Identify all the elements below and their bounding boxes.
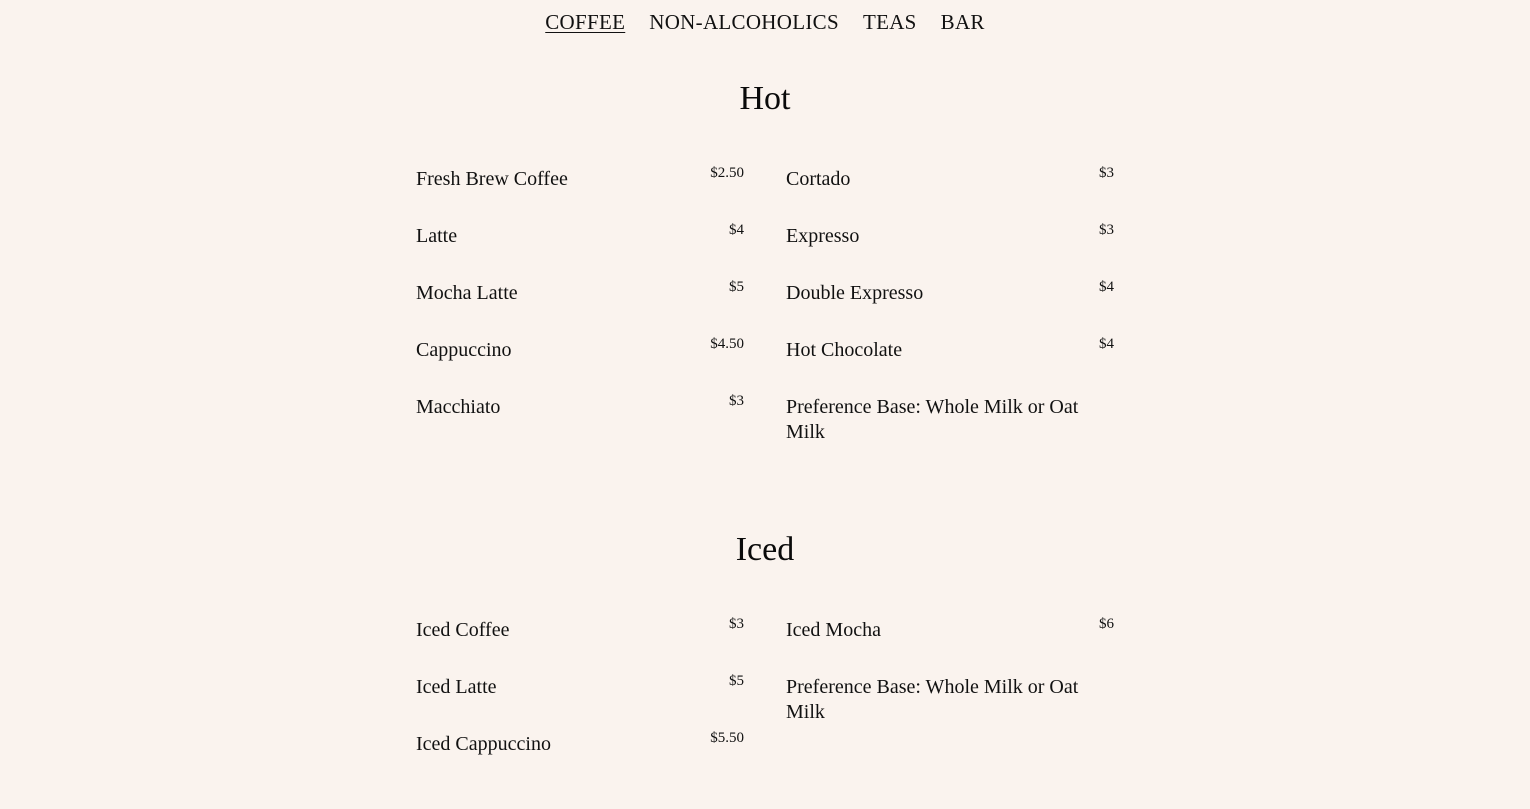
menu-item <box>786 615 1114 643</box>
item-price: $4 <box>1099 336 1114 352</box>
hot-right-column <box>786 164 1114 474</box>
menu-item <box>416 729 744 757</box>
hot-section-title: Hot <box>739 80 791 117</box>
item-name: Iced Coffee <box>416 619 510 641</box>
menu-item <box>786 335 1114 363</box>
iced-right-column <box>786 615 1114 786</box>
item-name: Macchiato <box>416 396 501 418</box>
item-name: Hot Chocolate <box>786 339 903 361</box>
menu-item <box>416 164 744 192</box>
item-name: Iced Latte <box>416 676 497 698</box>
menu-item <box>416 335 744 363</box>
hot-menu-grid <box>416 164 1116 474</box>
item-name: Mocha Latte <box>416 282 518 304</box>
item-name: Fresh Brew Coffee <box>416 168 568 190</box>
menu-item <box>416 615 744 643</box>
item-price: $2.50 <box>710 165 744 181</box>
iced-left-column <box>416 615 744 786</box>
item-price: $3 <box>729 616 744 632</box>
nav-bar[interactable]: BAR <box>940 10 985 34</box>
item-price: $3 <box>1099 222 1114 238</box>
menu-item <box>416 278 744 306</box>
item-name: Iced Mocha <box>786 619 881 641</box>
iced-menu-grid <box>416 615 1116 786</box>
item-price: $4 <box>1099 279 1114 295</box>
item-price: $6 <box>1099 616 1114 632</box>
nav-coffee[interactable]: COFFEE <box>545 10 626 34</box>
menu-item <box>786 221 1114 249</box>
item-name: Double Expresso <box>786 282 924 304</box>
menu-category-nav <box>0 10 1530 35</box>
item-price: $5 <box>729 673 744 689</box>
iced-section-title: Iced <box>735 531 795 568</box>
menu-item <box>786 164 1114 192</box>
hot-left-column <box>416 164 744 474</box>
item-price: $4.50 <box>710 336 744 352</box>
item-price: $3 <box>729 393 744 409</box>
menu-item <box>416 672 744 700</box>
item-price: $5 <box>729 279 744 295</box>
item-price: $5.50 <box>710 730 744 746</box>
item-name: Latte <box>416 225 458 247</box>
hot-section <box>0 80 1530 443</box>
item-name: Cortado <box>786 168 851 190</box>
item-price: $4 <box>729 222 744 238</box>
menu-item <box>786 278 1114 306</box>
menu-item <box>416 221 744 249</box>
milk-preference-note: Preference Base: Whole Milk or Oat Milk <box>786 676 1079 723</box>
milk-preference-note: Preference Base: Whole Milk or Oat Milk <box>786 396 1079 443</box>
menu-item-note <box>786 392 1114 445</box>
iced-section <box>0 531 1530 755</box>
nav-non-alcoholics[interactable]: NON-ALCOHOLICS <box>649 10 839 34</box>
menu-item <box>416 392 744 420</box>
item-name: Expresso <box>786 225 860 247</box>
item-price: $3 <box>1099 165 1114 181</box>
item-name: Iced Cappuccino <box>416 733 551 755</box>
menu-item-note <box>786 672 1114 725</box>
nav-teas[interactable]: TEAS <box>862 10 917 34</box>
item-name: Cappuccino <box>416 339 512 361</box>
